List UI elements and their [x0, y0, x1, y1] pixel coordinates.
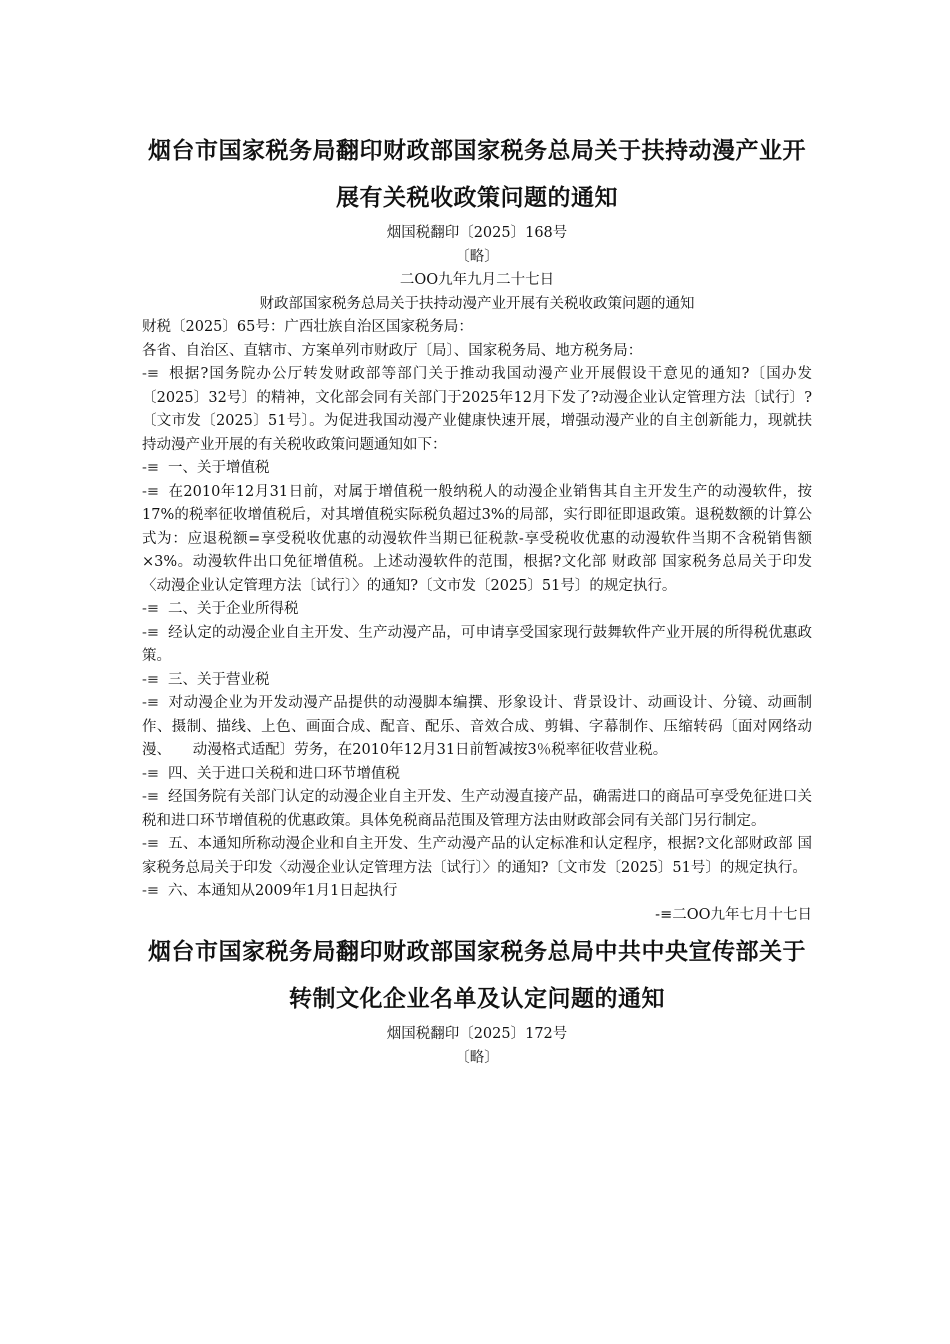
bullet-mark: -≡: [142, 883, 160, 899]
doc1-heading-1: [142, 457, 812, 481]
bullet-mark: -≡: [142, 836, 160, 852]
paragraph-text: 五、本通知所称动漫企业和自主开发、生产动漫产品的认定标准和认定程序，根据?文化部财政部 国家税务总局关于印发〈动漫企业认定管理方法〔试行〕〉的通知?〔文市发〔2025〕51号〕的规定执行。: [142, 836, 812, 876]
doc1-paragraph-2: [142, 622, 812, 669]
doc2-ref-number: 烟国税翻印〔2025〕172号: [386, 1026, 568, 1042]
doc1-paragraph-3: [142, 692, 812, 763]
doc1-omitted-note: 〔略〕: [455, 248, 499, 265]
doc1-addressees: 各省、自治区、直辖市、方案单列市财政厅〔局〕、国家税务局、地方税务局：: [142, 342, 643, 359]
document-page: [142, 128, 812, 1070]
paragraph-text: 经认定的动漫企业自主开发、生产动漫产品，可申请享受国家现行鼓舞软件产业开展的所得税优惠政策。: [142, 624, 812, 664]
bullet-mark: -≡: [142, 366, 160, 382]
doc1-heading-4: [142, 763, 812, 787]
doc1-paragraph-1: [142, 481, 812, 599]
doc1-title-line2: 展有关税收政策问题的通知: [336, 185, 618, 211]
bullet-mark: -≡: [142, 695, 160, 711]
paragraph-text: 在2010年12月31日前，对属于增值税一般纳税人的动漫企业销售其自主开发生产的动漫软件，按17%的税率征收增值税后，对其增值税实际税负超过3%的局部，实行即征即退政策。退税数额的计算公式为：应退税额=享受税收优惠的动漫软件当期已征税款-享受税收优惠的动漫软件当期不含税销售额×3%。动漫软件出口免征增值税。上述动漫软件的范围，根据?文化部 财政部 国家税务总局关于印发〈动漫企业认定管理方法〔试行〕〉的通知?〔文市发〔2025〕51号〕的规定执行。: [142, 483, 812, 594]
paragraph-text: 对动漫企业为开发动漫产品提供的动漫脚本编撰、形象设计、背景设计、动画设计、分镜、动画制作、摄制、描线、上色、画面合成、配音、配乐、音效合成、剪辑、字幕制作、压缩转码〔面对网络动漫、 动漫格式适配〕劳务，在2010年12月31日前暂减按3％税率征收营业税。: [142, 695, 812, 758]
doc1-title-line1: 烟台市国家税务局翻印财政部国家税务总局关于扶持动漫产业开: [148, 138, 806, 164]
bullet-mark: -≡: [142, 789, 160, 805]
doc2-title-line1: 烟台市国家税务局翻印财政部国家税务总局中共中央宣传部关于: [148, 939, 806, 965]
paragraph-text: 六、本通知从2009年1月1日起执行: [168, 883, 398, 899]
heading-text: 一、关于增值税: [168, 460, 270, 476]
doc1-heading-3: [142, 669, 812, 693]
doc1-ref-number: 烟国税翻印〔2025〕168号: [386, 225, 568, 241]
doc1-date-top: 二OO九年九月二十七日: [399, 272, 555, 288]
paragraph-text: 经国务院有关部门认定的动漫企业自主开发、生产动漫直接产品，确需进口的商品可享受免征进口关税和进口环节增值税的优惠政策。具体免税商品范围及管理方法由财政部会同有关部门另行制定。: [142, 789, 812, 829]
bullet-mark: -≡: [142, 765, 160, 782]
doc1-subtitle: 财政部国家税务总局关于扶持动漫产业开展有关税收政策问题的通知: [259, 295, 695, 312]
doc1-caishui-line: 财税〔2025〕65号：广西壮族自治区国家税务局：: [142, 319, 473, 335]
doc2-title-line2: 转制文化企业名单及认定问题的通知: [289, 986, 665, 1012]
bullet-mark: -≡: [142, 460, 160, 476]
doc1-intro-paragraph: [142, 363, 812, 457]
doc1-heading-2: [142, 598, 812, 622]
heading-text: 二、关于企业所得税: [168, 601, 299, 617]
doc1-paragraph-6: [142, 880, 812, 904]
bullet-mark: -≡: [142, 624, 160, 641]
doc2-omitted-note: 〔略〕: [455, 1049, 499, 1066]
heading-text: 四、关于进口关税和进口环节增值税: [168, 765, 400, 782]
intro-text: 根据?国务院办公厅转发财政部等部门关于推动我国动漫产业开展假设干意见的通知?〔国办发〔2025〕32号〕的精神，文化部会同有关部门于2025年12月下发了?动漫企业认定管理方法〔试行〕?〔文市发〔2025〕51号〕。为促进我国动漫产业健康快速开展，增强动漫产业的自主创新能力，现就扶持动漫产业开展的有关税收政策问题通知如下：: [142, 366, 812, 453]
doc1-paragraph-5: [142, 833, 812, 880]
doc1-paragraph-4: [142, 786, 812, 833]
bullet-mark: -≡: [142, 671, 160, 688]
bullet-mark: -≡: [142, 483, 160, 500]
doc1-date-bottom: -≡二OO九年七月十七日: [655, 906, 812, 923]
heading-text: 三、关于营业税: [168, 671, 270, 688]
bullet-mark: -≡: [142, 601, 160, 617]
